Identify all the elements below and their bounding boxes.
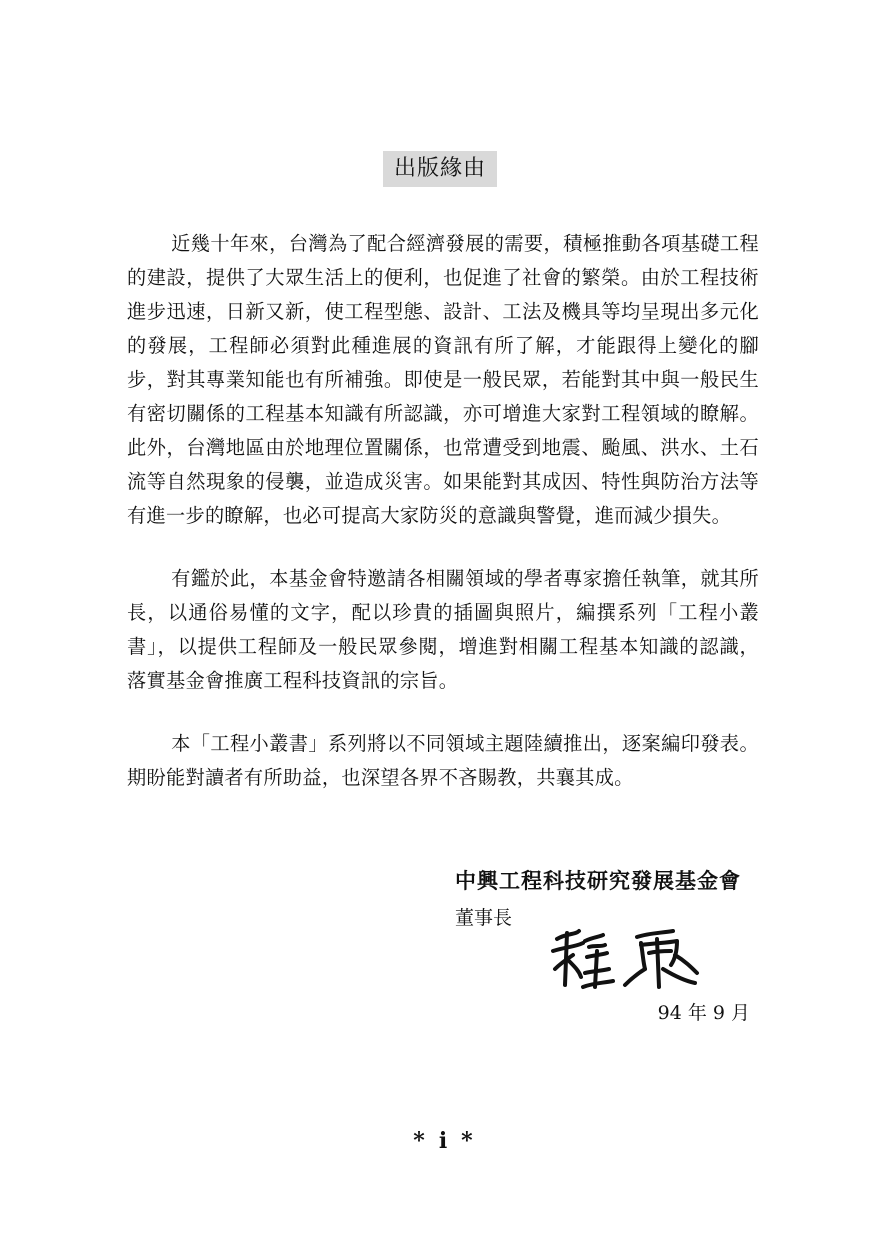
footer-star-right: * — [461, 1128, 473, 1154]
footer-star-left: * — [413, 1128, 425, 1154]
handwritten-signature — [545, 925, 705, 995]
paragraph-2: 有鑑於此，本基金會特邀請各相關領域的學者專家擔任執筆，就其所長，以通俗易懂的文字，配以珍貴的插圖與照片，編撰系列「工程小叢書」，以提供工程師及一般民眾參閱，增進對相關工程基本知識的認識，落實基金會推廣工程科技資訊的宗旨。 — [127, 567, 759, 692]
page-number: i — [438, 1128, 448, 1154]
organization-name: 中興工程科技研究發展基金會 — [455, 868, 741, 893]
paragraph-3: 本「工程小叢書」系列將以不同領域主題陸續推出，逐案編印發表。期盼能對讀者有所助益，也深望各界不吝賜教，共襄其成。 — [127, 732, 759, 789]
page-title: 出版緣由 — [383, 151, 497, 187]
paragraph-1: 近幾十年來，台灣為了配合經濟發展的需要，積極推動各項基礎工程的建設，提供了大眾生活上的便利，也促進了社會的繁榮。由於工程技術進步迅速，日新又新，使工程型態、設計、工法及機具等均呈現出多元化的發展，工程師必須對此種進展的資訊有所了解，才能跟得上變化的腳步，對其專業知能也有所補強。即使是一般民眾，若能對其中與一般民生有密切關係的工程基本知識有所認識，亦可增進大家對工程領域的瞭解。此外，台灣地區由於地理位置關係，也常遭受到地震、颱風、洪水、土石流等自然現象的侵襲，並造成災害。如果能對其成因、特性與防治方法等有進一步的瞭解，也必可提高大家防災的意識與警覺，進而減少損失。 — [127, 232, 759, 527]
signer-role: 董事長 — [455, 907, 513, 929]
page-footer — [0, 1128, 886, 1154]
date-text: 94 年 9 月 — [657, 1002, 750, 1024]
preface-body — [127, 227, 759, 824]
